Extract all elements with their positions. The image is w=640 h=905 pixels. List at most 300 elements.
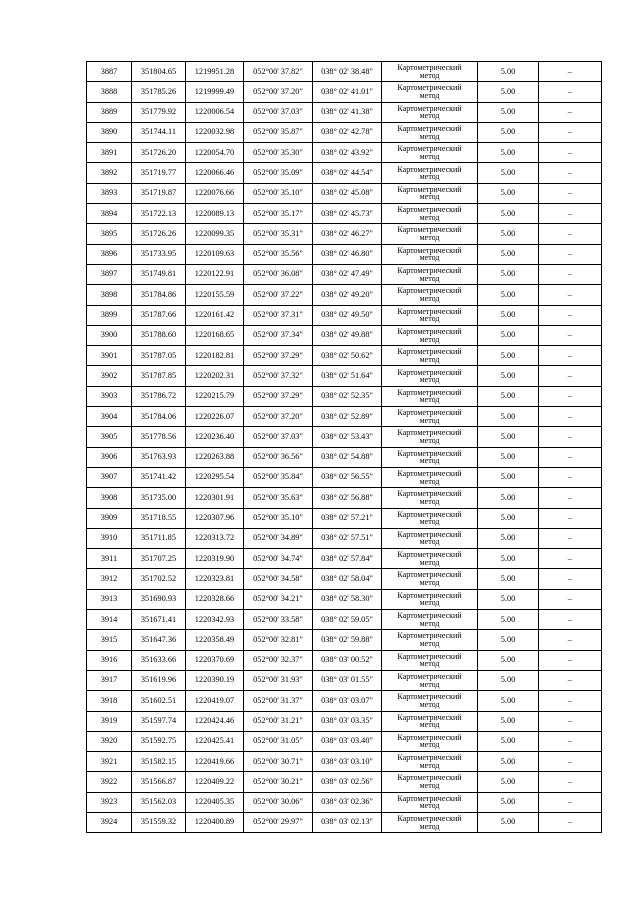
latitude-cell: 052°00' 35.84" (244, 467, 313, 487)
latitude-cell: 052°00' 31.93" (244, 670, 313, 690)
description-cell: – (539, 183, 602, 203)
point-number-cell: 3914 (87, 610, 132, 630)
table-row (87, 670, 602, 690)
method-text: метод (419, 618, 440, 628)
latitude-cell: 052°00' 35.56" (244, 244, 313, 264)
method-text: метод (419, 740, 440, 750)
method-text: метод (419, 801, 440, 811)
description-cell: – (539, 670, 602, 690)
latitude-cell: 052°00' 37.29" (244, 346, 313, 366)
x-coordinate-cell: 351559.32 (132, 812, 186, 832)
table-row (87, 346, 602, 366)
accuracy-cell: 5.00 (478, 325, 539, 345)
method-text: метод (419, 375, 440, 385)
method-text: метод (419, 172, 440, 182)
accuracy-cell: 5.00 (478, 62, 539, 82)
table-row (87, 163, 602, 183)
latitude-cell: 052°00' 37.20" (244, 407, 313, 427)
method-text: метод (419, 314, 440, 324)
description-cell: – (539, 386, 602, 406)
latitude-cell: 052°00' 35.31" (244, 224, 313, 244)
longitude-cell: 038° 03' 03.10" (313, 752, 382, 772)
description-cell: – (539, 630, 602, 650)
x-coordinate-cell: 351726.26 (132, 224, 186, 244)
longitude-cell: 038° 02' 45.73" (313, 204, 382, 224)
method-text: Картометрический (397, 509, 462, 519)
x-coordinate-cell: 351787.66 (132, 305, 186, 325)
method-cell (382, 670, 478, 690)
latitude-cell: 052°00' 29.97" (244, 812, 313, 832)
x-coordinate-cell: 351735.00 (132, 488, 186, 508)
y-coordinate-cell: 1220390.19 (186, 670, 244, 690)
method-cell (382, 427, 478, 447)
table-row (87, 62, 602, 82)
latitude-cell: 052°00' 32.81" (244, 630, 313, 650)
table-row (87, 102, 602, 122)
x-coordinate-cell: 351785.26 (132, 82, 186, 102)
table-row (87, 752, 602, 772)
accuracy-cell: 5.00 (478, 610, 539, 630)
accuracy-cell: 5.00 (478, 630, 539, 650)
longitude-cell: 038° 02' 50.62" (313, 346, 382, 366)
description-cell: – (539, 610, 602, 630)
accuracy-cell: 5.00 (478, 731, 539, 751)
method-text: метод (419, 638, 440, 648)
table-row (87, 711, 602, 731)
method-text: Картометрический (397, 590, 462, 600)
latitude-cell: 052°00' 37.03" (244, 102, 313, 122)
y-coordinate-cell: 1220215.79 (186, 386, 244, 406)
y-coordinate-cell: 1220424.46 (186, 711, 244, 731)
x-coordinate-cell: 351619.96 (132, 670, 186, 690)
y-coordinate-cell: 1220301.91 (186, 488, 244, 508)
latitude-cell: 052°00' 30.21" (244, 772, 313, 792)
method-text: Картометрический (397, 611, 462, 621)
point-number-cell: 3916 (87, 650, 132, 670)
method-text: Картометрический (397, 123, 462, 133)
table-row (87, 731, 602, 751)
method-text: метод (419, 273, 440, 283)
method-cell (382, 731, 478, 751)
x-coordinate-cell: 351784.06 (132, 407, 186, 427)
point-number-cell: 3915 (87, 630, 132, 650)
accuracy-cell: 5.00 (478, 528, 539, 548)
y-coordinate-cell: 1219999.49 (186, 82, 244, 102)
table-row (87, 569, 602, 589)
coordinates-table-body (87, 62, 602, 833)
longitude-cell: 038° 02' 43.92" (313, 143, 382, 163)
y-coordinate-cell: 1220006.54 (186, 102, 244, 122)
method-cell (382, 346, 478, 366)
method-text: метод (419, 496, 440, 506)
accuracy-cell: 5.00 (478, 366, 539, 386)
longitude-cell: 038° 02' 59.05" (313, 610, 382, 630)
method-text: метод (419, 111, 440, 121)
description-cell: – (539, 528, 602, 548)
point-number-cell: 3919 (87, 711, 132, 731)
x-coordinate-cell: 351779.92 (132, 102, 186, 122)
description-cell: – (539, 143, 602, 163)
accuracy-cell: 5.00 (478, 467, 539, 487)
method-text: метод (419, 212, 440, 222)
longitude-cell: 038° 02' 46.27" (313, 224, 382, 244)
latitude-cell: 052°00' 35.10" (244, 508, 313, 528)
point-number-cell: 3904 (87, 407, 132, 427)
method-text: Картометрический (397, 489, 462, 499)
accuracy-cell: 5.00 (478, 122, 539, 142)
method-cell (382, 610, 478, 630)
point-number-cell: 3887 (87, 62, 132, 82)
method-text: Картометрический (397, 184, 462, 194)
x-coordinate-cell: 351733.95 (132, 244, 186, 264)
longitude-cell: 038° 02' 42.78" (313, 122, 382, 142)
description-cell: – (539, 346, 602, 366)
x-coordinate-cell: 351778.56 (132, 427, 186, 447)
method-text: Картометрический (397, 793, 462, 803)
method-cell (382, 528, 478, 548)
description-cell: – (539, 82, 602, 102)
longitude-cell: 038° 02' 51.64" (313, 366, 382, 386)
method-cell (382, 102, 478, 122)
method-text: Картометрический (397, 773, 462, 783)
longitude-cell: 038° 02' 49.88" (313, 325, 382, 345)
longitude-cell: 038° 02' 46.80" (313, 244, 382, 264)
table-row (87, 630, 602, 650)
longitude-cell: 038° 02' 59.88" (313, 630, 382, 650)
point-number-cell: 3889 (87, 102, 132, 122)
method-cell (382, 488, 478, 508)
point-number-cell: 3892 (87, 163, 132, 183)
method-text: Картометрический (397, 367, 462, 377)
method-cell (382, 549, 478, 569)
accuracy-cell: 5.00 (478, 427, 539, 447)
method-cell (382, 447, 478, 467)
x-coordinate-cell: 351719.87 (132, 183, 186, 203)
table-row (87, 792, 602, 812)
x-coordinate-cell: 351633.66 (132, 650, 186, 670)
longitude-cell: 038° 02' 52.89" (313, 407, 382, 427)
table-row (87, 772, 602, 792)
latitude-cell: 052°00' 37.29" (244, 386, 313, 406)
description-cell: – (539, 508, 602, 528)
accuracy-cell: 5.00 (478, 407, 539, 427)
x-coordinate-cell: 351702.52 (132, 569, 186, 589)
method-text: Картометрический (397, 428, 462, 438)
point-number-cell: 3899 (87, 305, 132, 325)
method-text: Картометрический (397, 347, 462, 357)
point-number-cell: 3894 (87, 204, 132, 224)
accuracy-cell: 5.00 (478, 488, 539, 508)
accuracy-cell: 5.00 (478, 691, 539, 711)
x-coordinate-cell: 351719.77 (132, 163, 186, 183)
y-coordinate-cell: 1220161.42 (186, 305, 244, 325)
method-cell (382, 467, 478, 487)
y-coordinate-cell: 1220122.91 (186, 264, 244, 284)
table-row (87, 264, 602, 284)
x-coordinate-cell: 351566.87 (132, 772, 186, 792)
longitude-cell: 038° 02' 54.88" (313, 447, 382, 467)
method-text: Картометрический (397, 245, 462, 255)
method-cell (382, 285, 478, 305)
table-row (87, 508, 602, 528)
table-row (87, 325, 602, 345)
point-number-cell: 3921 (87, 752, 132, 772)
method-cell (382, 752, 478, 772)
method-text: метод (419, 90, 440, 100)
method-cell (382, 82, 478, 102)
method-text: метод (419, 192, 440, 202)
longitude-cell: 038° 02' 45.08" (313, 183, 382, 203)
method-cell (382, 305, 478, 325)
method-text: метод (419, 293, 440, 303)
latitude-cell: 052°00' 30.71" (244, 752, 313, 772)
method-cell (382, 366, 478, 386)
accuracy-cell: 5.00 (478, 752, 539, 772)
latitude-cell: 052°00' 34.89" (244, 528, 313, 548)
longitude-cell: 038° 03' 02.56" (313, 772, 382, 792)
method-text: метод (419, 435, 440, 445)
method-cell (382, 772, 478, 792)
x-coordinate-cell: 351647.36 (132, 630, 186, 650)
y-coordinate-cell: 1220066.46 (186, 163, 244, 183)
accuracy-cell: 5.00 (478, 285, 539, 305)
x-coordinate-cell: 351763.93 (132, 447, 186, 467)
description-cell: – (539, 812, 602, 832)
table-row (87, 812, 602, 832)
table-row (87, 589, 602, 609)
x-coordinate-cell: 351562.03 (132, 792, 186, 812)
method-text: Картометрический (397, 205, 462, 215)
method-cell (382, 569, 478, 589)
x-coordinate-cell: 351582.15 (132, 752, 186, 772)
method-text: метод (419, 821, 440, 831)
x-coordinate-cell: 351749.81 (132, 264, 186, 284)
longitude-cell: 038° 02' 58.04" (313, 569, 382, 589)
x-coordinate-cell: 351786.72 (132, 386, 186, 406)
longitude-cell: 038° 02' 57.21" (313, 508, 382, 528)
method-text: метод (419, 578, 440, 588)
table-row (87, 447, 602, 467)
method-text: Картометрический (397, 326, 462, 336)
table-row (87, 650, 602, 670)
point-number-cell: 3905 (87, 427, 132, 447)
method-cell (382, 62, 478, 82)
method-text: Картометрический (397, 164, 462, 174)
table-row (87, 143, 602, 163)
table-row (87, 386, 602, 406)
accuracy-cell: 5.00 (478, 812, 539, 832)
x-coordinate-cell: 351711.85 (132, 528, 186, 548)
y-coordinate-cell: 1220405.35 (186, 792, 244, 812)
description-cell: – (539, 569, 602, 589)
method-text: метод (419, 781, 440, 791)
table-row (87, 528, 602, 548)
description-cell: – (539, 691, 602, 711)
description-cell: – (539, 102, 602, 122)
method-cell (382, 386, 478, 406)
method-text: метод (419, 415, 440, 425)
method-text: Картометрический (397, 692, 462, 702)
x-coordinate-cell: 351592.75 (132, 731, 186, 751)
point-number-cell: 3922 (87, 772, 132, 792)
accuracy-cell: 5.00 (478, 244, 539, 264)
method-text: метод (419, 720, 440, 730)
description-cell: – (539, 305, 602, 325)
table-row (87, 549, 602, 569)
method-text: Картометрический (397, 631, 462, 641)
point-number-cell: 3909 (87, 508, 132, 528)
y-coordinate-cell: 1220182.81 (186, 346, 244, 366)
accuracy-cell: 5.00 (478, 508, 539, 528)
y-coordinate-cell: 1220032.98 (186, 122, 244, 142)
method-text: метод (419, 557, 440, 567)
y-coordinate-cell: 1219951.28 (186, 62, 244, 82)
longitude-cell: 038° 02' 49.50" (313, 305, 382, 325)
method-text: метод (419, 233, 440, 243)
longitude-cell: 038° 03' 03.40" (313, 731, 382, 751)
description-cell: – (539, 447, 602, 467)
x-coordinate-cell: 351784.86 (132, 285, 186, 305)
latitude-cell: 052°00' 31.05" (244, 731, 313, 751)
point-number-cell: 3920 (87, 731, 132, 751)
x-coordinate-cell: 351744.11 (132, 122, 186, 142)
method-cell (382, 122, 478, 142)
accuracy-cell: 5.00 (478, 670, 539, 690)
accuracy-cell: 5.00 (478, 264, 539, 284)
y-coordinate-cell: 1220319.90 (186, 549, 244, 569)
method-cell (382, 183, 478, 203)
accuracy-cell: 5.00 (478, 650, 539, 670)
description-cell: – (539, 366, 602, 386)
accuracy-cell: 5.00 (478, 447, 539, 467)
method-text: метод (419, 456, 440, 466)
method-cell (382, 204, 478, 224)
description-cell: – (539, 792, 602, 812)
method-text: метод (419, 151, 440, 161)
latitude-cell: 052°00' 37.34" (244, 325, 313, 345)
accuracy-cell: 5.00 (478, 711, 539, 731)
point-number-cell: 3908 (87, 488, 132, 508)
y-coordinate-cell: 1220236.40 (186, 427, 244, 447)
y-coordinate-cell: 1220109.63 (186, 244, 244, 264)
method-text: Картометрический (397, 83, 462, 93)
y-coordinate-cell: 1220263.88 (186, 447, 244, 467)
y-coordinate-cell: 1220409.22 (186, 772, 244, 792)
latitude-cell: 052°00' 35.17" (244, 204, 313, 224)
longitude-cell: 038° 02' 58.30" (313, 589, 382, 609)
latitude-cell: 052°00' 34.74" (244, 549, 313, 569)
description-cell: – (539, 285, 602, 305)
description-cell: – (539, 204, 602, 224)
x-coordinate-cell: 351787.05 (132, 346, 186, 366)
longitude-cell: 038° 02' 57.51" (313, 528, 382, 548)
table-row (87, 305, 602, 325)
table-row (87, 407, 602, 427)
method-cell (382, 691, 478, 711)
method-text: Картометрический (397, 712, 462, 722)
method-text: Картометрический (397, 529, 462, 539)
description-cell: – (539, 711, 602, 731)
y-coordinate-cell: 1220054.70 (186, 143, 244, 163)
table-row (87, 366, 602, 386)
description-cell: – (539, 62, 602, 82)
y-coordinate-cell: 1220089.13 (186, 204, 244, 224)
accuracy-cell: 5.00 (478, 102, 539, 122)
point-number-cell: 3900 (87, 325, 132, 345)
x-coordinate-cell: 351718.55 (132, 508, 186, 528)
y-coordinate-cell: 1220099.35 (186, 224, 244, 244)
method-cell (382, 508, 478, 528)
table-row (87, 204, 602, 224)
method-text: Картометрический (397, 550, 462, 560)
y-coordinate-cell: 1220323.81 (186, 569, 244, 589)
y-coordinate-cell: 1220370.69 (186, 650, 244, 670)
method-text: Картометрический (397, 671, 462, 681)
y-coordinate-cell: 1220400.89 (186, 812, 244, 832)
accuracy-cell: 5.00 (478, 204, 539, 224)
method-cell (382, 792, 478, 812)
method-cell (382, 812, 478, 832)
accuracy-cell: 5.00 (478, 82, 539, 102)
point-number-cell: 3924 (87, 812, 132, 832)
latitude-cell: 052°00' 36.56" (244, 447, 313, 467)
method-text: метод (419, 354, 440, 364)
y-coordinate-cell: 1220358.49 (186, 630, 244, 650)
coordinates-table (86, 61, 602, 833)
longitude-cell: 038° 02' 49.20" (313, 285, 382, 305)
method-cell (382, 244, 478, 264)
description-cell: – (539, 467, 602, 487)
method-text: Картометрический (397, 468, 462, 478)
table-row (87, 467, 602, 487)
method-text: Картометрический (397, 63, 462, 73)
method-text: Картометрический (397, 266, 462, 276)
accuracy-cell: 5.00 (478, 772, 539, 792)
method-cell (382, 264, 478, 284)
description-cell: – (539, 163, 602, 183)
latitude-cell: 052°00' 35.63" (244, 488, 313, 508)
latitude-cell: 052°00' 35.30" (244, 143, 313, 163)
description-cell: – (539, 264, 602, 284)
method-cell (382, 630, 478, 650)
description-cell: – (539, 427, 602, 447)
table-row (87, 427, 602, 447)
point-number-cell: 3898 (87, 285, 132, 305)
point-number-cell: 3897 (87, 264, 132, 284)
x-coordinate-cell: 351722.13 (132, 204, 186, 224)
latitude-cell: 052°00' 32.37" (244, 650, 313, 670)
point-number-cell: 3917 (87, 670, 132, 690)
accuracy-cell: 5.00 (478, 549, 539, 569)
y-coordinate-cell: 1220168.65 (186, 325, 244, 345)
latitude-cell: 052°00' 30.06" (244, 792, 313, 812)
longitude-cell: 038° 02' 44.54" (313, 163, 382, 183)
accuracy-cell: 5.00 (478, 792, 539, 812)
longitude-cell: 038° 02' 38.48" (313, 62, 382, 82)
method-text: метод (419, 395, 440, 405)
x-coordinate-cell: 351787.85 (132, 366, 186, 386)
method-cell (382, 407, 478, 427)
method-text: Картометрический (397, 306, 462, 316)
latitude-cell: 052°00' 34.21" (244, 589, 313, 609)
point-number-cell: 3895 (87, 224, 132, 244)
method-text: метод (419, 699, 440, 709)
longitude-cell: 038° 02' 52.35" (313, 386, 382, 406)
point-number-cell: 3913 (87, 589, 132, 609)
x-coordinate-cell: 351788.60 (132, 325, 186, 345)
point-number-cell: 3910 (87, 528, 132, 548)
y-coordinate-cell: 1220076.66 (186, 183, 244, 203)
